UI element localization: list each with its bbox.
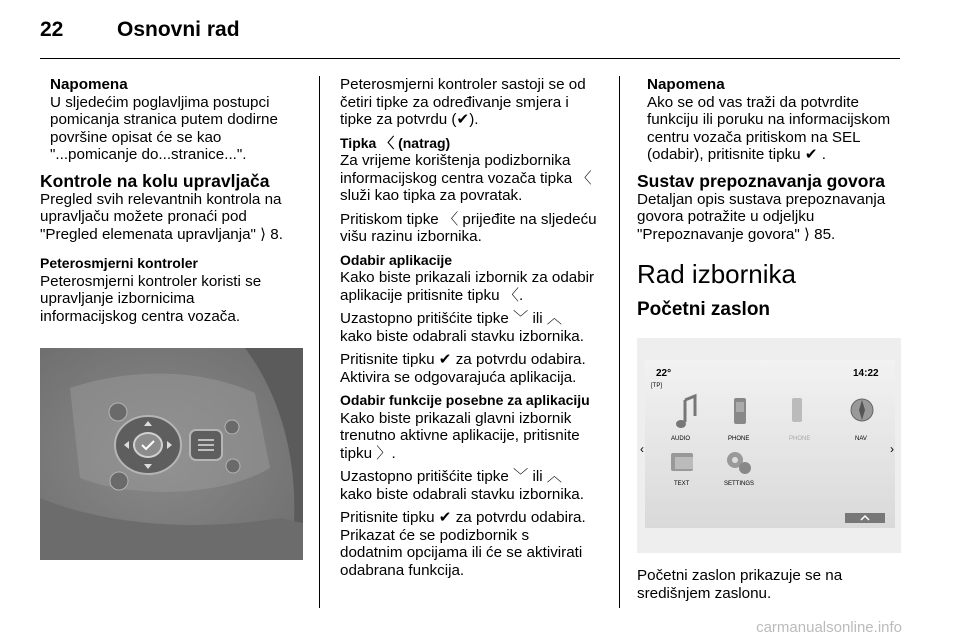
home-tab-button	[845, 513, 885, 523]
home-screen-illustration	[637, 338, 901, 553]
watermark: carmanualsonline.info	[756, 619, 902, 636]
screen-caption	[637, 567, 905, 602]
screen-temperature: 22°	[656, 368, 672, 379]
column-2	[340, 76, 616, 579]
header-rule	[40, 58, 900, 59]
section-heading: Kontrole na kolu upravljača	[40, 170, 270, 191]
column-divider-2	[619, 76, 620, 608]
text-icon	[671, 453, 693, 471]
body-line: četiri tipke za određivanje smjera i	[340, 93, 569, 111]
body-line: Peterosmjerni kontroler koristi se	[40, 272, 262, 290]
body-line: kako biste odabrali stavku izbornika.	[340, 485, 584, 503]
body-line: Aktivira se odgovarajuća aplikacija.	[340, 368, 577, 386]
note-line: (odabir), pritisnite tipku ✔ .	[647, 146, 827, 163]
body-line: aplikacije pritisnite tipku 〈.	[340, 286, 524, 304]
body-line: tipke za potvrdu (✔).	[340, 111, 479, 128]
subheading: Tipka 〈 (natrag)	[340, 134, 451, 151]
steering-wheel-illustration	[40, 348, 303, 560]
body-line: Kako biste prikazali izbornik za odabir	[340, 269, 595, 286]
subsection-heading: Početni zaslon	[637, 299, 771, 320]
body-line: informacijskog centra vozača tipka 〈	[340, 169, 592, 187]
page-header	[40, 18, 240, 42]
body-line: Pregled svih relevantnih kontrola na	[40, 190, 282, 208]
section-heading: Sustav prepoznavanja govora	[637, 170, 885, 191]
chevron-right-icon: ›	[890, 442, 894, 456]
subheading: Odabir aplikacije	[340, 251, 453, 268]
note-line: U sljedećim poglavljima postupci	[50, 93, 270, 111]
body-line: Detaljan opis sustava prepoznavanja	[637, 190, 886, 208]
phone-icon	[734, 398, 746, 424]
body-line: služi kao tipka za povratak.	[340, 187, 523, 204]
note-line: pomicanja stranica putem dodirne	[50, 111, 278, 128]
app-label: AUDIO	[671, 436, 691, 442]
body-line: središnjem zaslonu.	[637, 584, 772, 602]
subheading: Peterosmjerni kontroler	[40, 255, 198, 271]
body-line: Pritisnite tipku ✔ za potvrdu odabira.	[340, 351, 586, 368]
body-line: Kako biste prikazali glavni izbornik	[340, 409, 572, 427]
body-line: upravljanje izbornicima	[40, 290, 195, 307]
phone-disabled-icon	[792, 398, 802, 422]
page-number: 22	[40, 18, 64, 41]
body-line: "Pregled elemenata upravljanja" ⟩ 8.	[40, 225, 283, 243]
chapter-heading: Rad izbornika	[637, 259, 796, 289]
body-line: tipku 〉.	[340, 444, 396, 462]
body-line: trenutno aktivne aplikacije, pritisnite	[340, 427, 580, 444]
note-line: centru vozača pritiskom na SEL	[647, 128, 861, 146]
body-line: odabrana funkcija.	[340, 561, 465, 579]
note-box	[40, 76, 310, 164]
body-line: "Prepoznavanje govora" ⟩ 85.	[637, 225, 836, 243]
app-label: TEXT	[674, 481, 690, 487]
column-3	[637, 76, 905, 321]
body-line: Uzastopno pritišćite tipke ﹀ ili ︿	[340, 468, 562, 485]
app-label: NAV	[855, 436, 867, 442]
body-line: Pritisnite tipku ✔ za potvrdu odabira.	[340, 509, 586, 526]
body-line: kako biste odabrali stavku izbornika.	[340, 327, 584, 345]
column-divider-1	[319, 76, 320, 608]
note-line: "...pomicanje do...stranice...".	[50, 146, 247, 163]
subheading: Odabir funkcije posebne za aplikaciju	[340, 392, 590, 408]
body-line: Za vrijeme korištenja podizbornika	[340, 152, 571, 169]
body-line: Uzastopno pritišćite tipke ﹀ ili ︿	[340, 310, 562, 327]
note-line: površine opisat će se kao	[50, 128, 222, 146]
body-line: Početni zaslon prikazuje se na	[637, 567, 843, 584]
page-title: Osnovni rad	[117, 18, 240, 41]
app-label: PHONE	[728, 436, 750, 442]
body-line: informacijskog centra vozača.	[40, 307, 241, 325]
note-heading: Napomena	[50, 76, 128, 93]
body-line: govora potražite u odjeljku	[637, 208, 815, 225]
body-line: višu razinu izbornika.	[340, 228, 482, 245]
note-line: funkciju ili poruku na informacijskom	[647, 111, 891, 128]
app-label: PHONE	[789, 436, 811, 442]
body-line: Pritiskom tipke 〈 prijeđite na sljedeću	[340, 210, 597, 228]
body-line: dodatnim opcijama ili će se aktivirati	[340, 544, 583, 561]
body-line: Prikazat će se podizbornik s	[340, 526, 530, 544]
note-line: Ako se od vas traži da potvrdite	[647, 93, 859, 111]
note-box	[637, 76, 905, 164]
screen-tp: [TP]	[651, 383, 663, 389]
chevron-left-icon: ‹	[640, 442, 644, 456]
body-line: Peterosmjerni kontroler sastoji se od	[340, 76, 586, 93]
nav-compass-icon	[851, 399, 873, 421]
note-heading: Napomena	[647, 76, 725, 93]
screen-time: 14:22	[853, 368, 879, 379]
body-line: upravljaču možete pronaći pod	[40, 208, 247, 225]
column-1	[40, 76, 310, 325]
app-label: SETTINGS	[724, 481, 755, 487]
